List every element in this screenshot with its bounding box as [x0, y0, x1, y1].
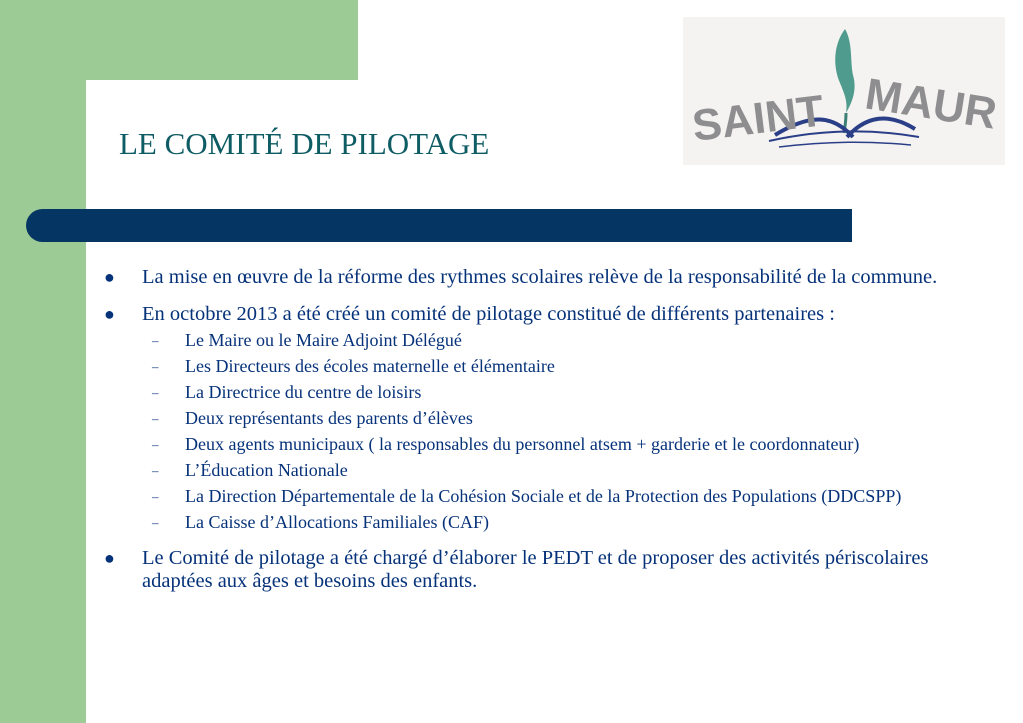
partner-item — [104, 434, 974, 455]
bullet-text: En octobre 2013 a été créé un comité de pilotage constitué de différents partenaires : — [142, 303, 835, 325]
partner-text: L’Éducation Nationale — [185, 460, 348, 480]
partner-item — [104, 408, 974, 429]
partner-text: La Caisse d’Allocations Familiales (CAF) — [185, 512, 489, 532]
dash-icon: – — [152, 489, 159, 504]
dash-icon: – — [152, 359, 159, 374]
bullet-item — [104, 303, 974, 326]
partner-text: La Direction Départementale de la Cohésion Sociale et de la Protection des Populations (DDCSPP) — [185, 486, 902, 506]
slide-title: LE COMITÉ DE PILOTAGE — [119, 126, 490, 161]
bullet-icon: ● — [104, 304, 115, 324]
bullet-item — [104, 266, 974, 289]
partner-text: Deux représentants des parents d’élèves — [185, 408, 473, 428]
green-top-band — [0, 0, 358, 80]
partner-text: Les Directeurs des écoles maternelle et élémentaire — [185, 356, 555, 376]
green-side-band — [0, 0, 86, 723]
dash-icon: – — [152, 463, 159, 478]
slide-content — [104, 266, 974, 593]
dash-icon: – — [152, 411, 159, 426]
partner-text: Deux agents municipaux ( la responsables du personnel atsem + garderie et le coordonnateur) — [185, 434, 860, 454]
dash-icon: – — [152, 515, 159, 530]
bullet-item — [104, 547, 974, 593]
dash-icon: – — [152, 385, 159, 400]
partner-item — [104, 382, 974, 403]
dash-icon: – — [152, 333, 159, 348]
partner-text: La Directrice du centre de loisirs — [185, 382, 422, 402]
svg-text:SAINT: SAINT — [689, 86, 827, 151]
saint-maur-logo — [683, 17, 1005, 165]
bullet-text: La mise en œuvre de la réforme des rythmes scolaires relève de la responsabilité de la commune. — [142, 266, 938, 288]
partner-item — [104, 486, 974, 507]
partner-item — [104, 512, 974, 533]
bullet-text: Le Comité de pilotage a été chargé d’élaborer le PEDT et de proposer des activités périscolaires adaptées aux âges et besoins des enfants. — [142, 547, 929, 592]
partner-item — [104, 356, 974, 377]
bullet-icon: ● — [104, 548, 115, 568]
svg-text:MAUR: MAUR — [861, 69, 1001, 139]
dash-icon: – — [152, 437, 159, 452]
title-divider-bar — [26, 209, 852, 242]
partner-text: Le Maire ou le Maire Adjoint Délégué — [185, 330, 462, 350]
partner-item — [104, 330, 974, 351]
partner-list — [104, 330, 974, 533]
partner-item — [104, 460, 974, 481]
bullet-icon: ● — [104, 267, 115, 287]
